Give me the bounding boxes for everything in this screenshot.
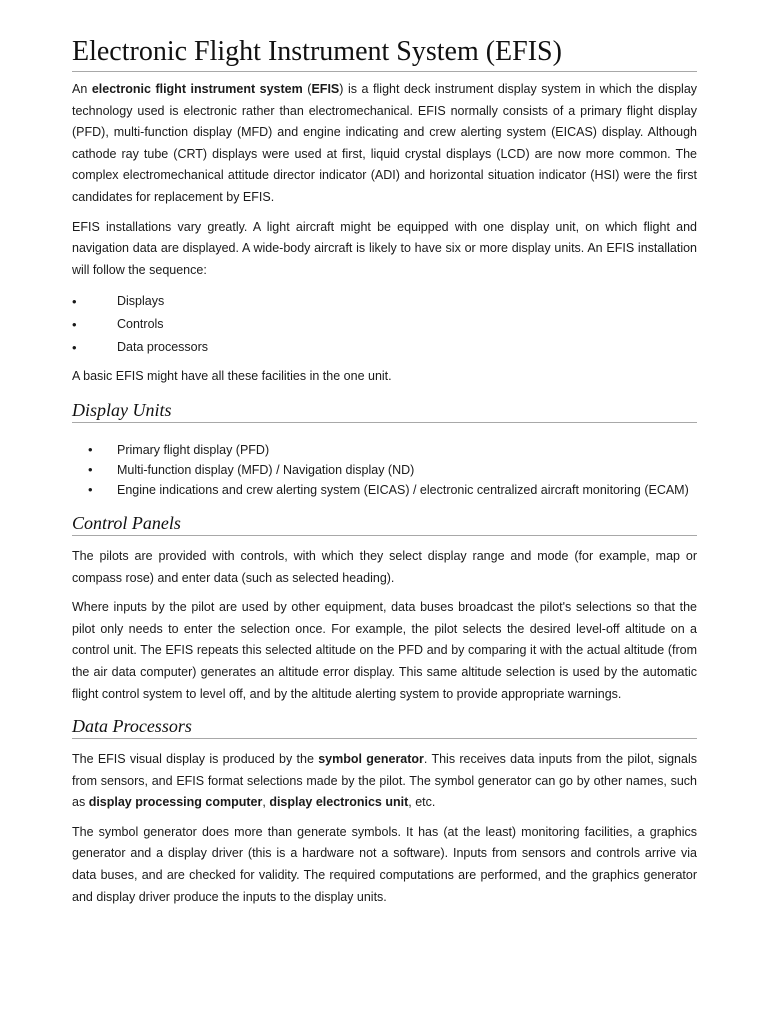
control-panels-paragraph-1: The pilots are provided with controls, with which they select display range and mode (for example, map or compass rose) and enter data (such as selected heading). (72, 548, 697, 585)
intro-bold-term: electronic flight instrument system (91, 82, 303, 96)
intro-text-2: ( (302, 82, 312, 96)
list-item: • Data processors (72, 336, 697, 359)
dp-bold-symbol-generator: symbol generator (318, 752, 424, 767)
intro-text-3: ) is a flight deck instrument display system in which the display technology used is electronic rather than electromechanical. EFIS normally consists of a primary flight display (PFD), multi-function display (MFD) and engine indicating and crew alerting system (EICAS) display. Although cathode ray tube (CRT) displays were used at first, liquid crystal displays (LCD) are now more common. The complex electromechanical attitude director indicator (ADI) and horizontal situation indicator (HSI) were the first candidates for replacement by EFIS. (72, 82, 698, 204)
list-item: • Controls (72, 313, 697, 336)
dp-text-4: , etc. (408, 795, 436, 810)
dp-text-1: The EFIS visual display is produced by the (72, 752, 319, 767)
section-heading-data-processors: Data Processors (72, 715, 697, 739)
dp-bold-display-electronics-unit: display electronics unit (269, 795, 409, 810)
data-processors-paragraph-1 (72, 749, 697, 814)
dp-text-3: , (262, 795, 270, 810)
document-page (72, 34, 697, 908)
control-panels-paragraph-2: Where inputs by the pilot are used by other equipment, data buses broadcast the pilot's selections so that the pilot only needs to enter the selection once. For example, the pilot selects the desired level-off altitude on a control unit. The EFIS repeats this selected altitude on the PFD and by comparing it with the actual altitude (from the air data computer) generates an altitude error display. This same altitude selection is used by the automatic flight control system to level off, and by the altitude alerting system to provide appropriate warnings. (72, 600, 697, 701)
section-heading-display-units: Display Units (72, 399, 697, 423)
sequence-list (72, 290, 697, 359)
basic-paragraph: A basic EFIS might have all these facilities in the one unit. (72, 369, 392, 384)
dp-text-2: . This receives data inputs from the pilot, signals from sensors, and EFIS format selections made by the pilot. The symbol generator can go by other names, such as (72, 752, 697, 810)
display-units-list (72, 442, 697, 498)
list-item: • Multi-function display (MFD) / Navigation display (ND) (72, 462, 697, 478)
intro-paragraph (72, 79, 697, 209)
dp-bold-display-processing-computer: display processing computer (88, 795, 263, 810)
intro-text-1: An (72, 82, 92, 96)
intro-bold-abbr: EFIS (311, 82, 340, 96)
list-item: • Displays (72, 290, 697, 313)
list-item: • Engine indications and crew alerting system (EICAS) / electronic centralized aircraft monitoring (ECAM) (72, 482, 697, 498)
page-title: Electronic Flight Instrument System (EFIS) (72, 34, 697, 72)
list-item: • Primary flight display (PFD) (72, 442, 697, 458)
installations-paragraph: EFIS installations vary greatly. A light aircraft might be equipped with one display unit, on which flight and navigation data are displayed. A wide-body aircraft is likely to have six or more display units. An EFIS installation will follow the sequence: (72, 219, 697, 277)
section-heading-control-panels: Control Panels (72, 512, 697, 536)
data-processors-paragraph-2: The symbol generator does more than generate symbols. It has (at the least) monitoring facilities, a graphics generator and a display driver (this is a hardware not a software). Inputs from sensors and controls arrive via data buses, and are checked for validity. The required computations are performed, and the graphics generator and display driver produce the inputs to the display units. (72, 824, 697, 904)
